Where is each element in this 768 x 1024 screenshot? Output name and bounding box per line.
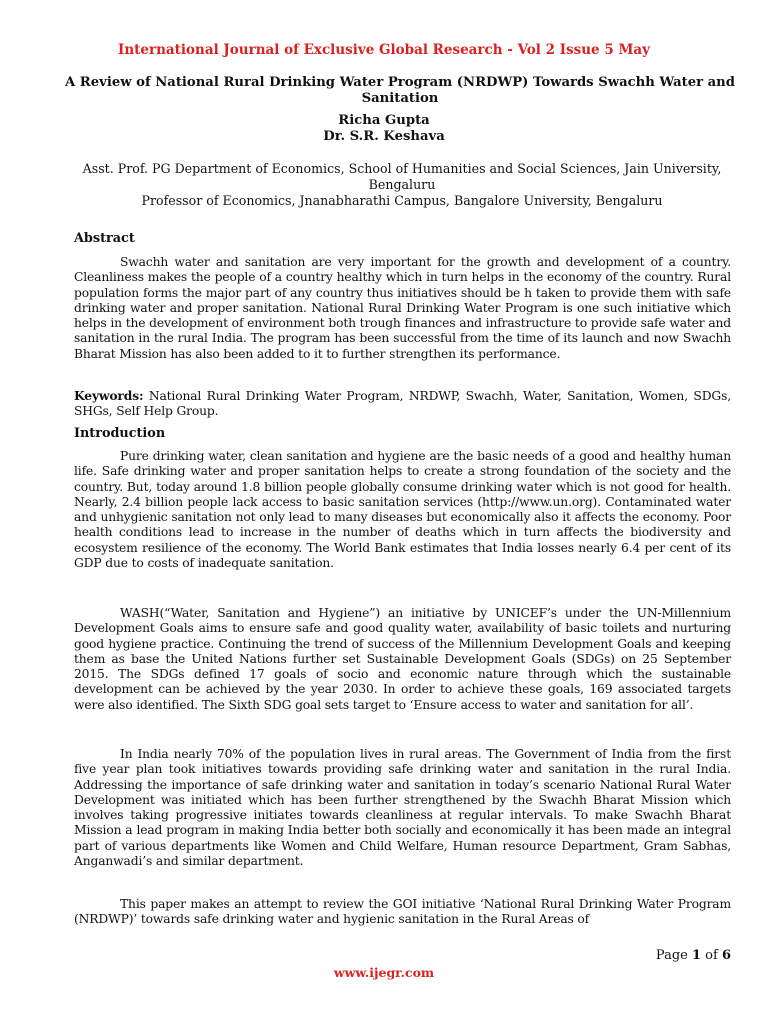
intro-paragraph-3: In India nearly 70% of the population lives in rural areas. The Government of India from the first five year plan took initiatives towards providing safe drinking water and sanitation in the rural India. Addressing the importance of safe drinking water and sanitation in today’s scenario National Rural Water Development was initiated which has been further strengthened by the Swachh Bharat Mission which involves taking progressive initiates towards cleanliness at regular intervals. To make Swachh Bharat Mission a lead program in making India better both socially and economically it has been made an integral part of various departments like Women and Child Welfare, Human resource Department, Gram Sabhas, Anganwadi’s and similar department. (74, 747, 731, 869)
keywords-label: Keywords: (74, 388, 144, 403)
page-number (656, 948, 731, 963)
journal-url-link[interactable]: www.ijegr.com (333, 965, 435, 980)
affiliation-2: Professor of Economics, Jnanabharathi Campus, Bangalore University, Bengaluru (141, 193, 663, 208)
introduction-heading: Introduction (74, 426, 166, 441)
affiliation-1: Asst. Prof. PG Department of Economics, School of Humanities and Social Sciences, Jain University, Bengaluru (82, 161, 722, 192)
author-2: Dr. S.R. Keshava (323, 129, 445, 144)
page-current: 1 (691, 948, 702, 963)
paper-title: A Review of National Rural Drinking Water Program (NRDWP) Towards Swachh Water and Sanitation (64, 75, 735, 106)
page-total: 6 (721, 948, 731, 963)
intro-paragraph-1: Pure drinking water, clean sanitation and hygiene are the basic needs of a good and healthy human life. Safe drinking water and proper sanitation helps to create a strong foundation of the society and the country. But, today around 1.8 billion people globally consume drinking water which is not good for health. Nearly, 2.4 billion people lack access to basic sanitation services (http://www.un.org). Contaminated water and unhygienic sanitation not only lead to many diseases but economically also it affects the economy. Poor health conditions lead to increase in the number of deaths which in turn affects the biodiversity and ecosystem resilience of the economy. The World Bank estimates that India losses nearly 6.4 per cent of its GDP due to costs of inadequate sanitation. (74, 449, 731, 571)
abstract-heading: Abstract (74, 231, 135, 246)
author-1: Richa Gupta (338, 113, 430, 128)
abstract-text: Swachh water and sanitation are very important for the growth and development of a country. Cleanliness makes the people of a country healthy which in turn helps in the economy of the country. Rural population forms the major part of any country thus initiatives should be h taken to provide them with safe drinking water and proper sanitation. National Rural Drinking Water Program is one such initiative which helps in the development of environment both trough finances and infrastructure to provide safe water and sanitation in the rural India. The program has been successful from the time of its launch and now Swachh Bharat Mission has also been added to it to further strengthen its performance. (74, 255, 731, 361)
page-word: Page (655, 948, 688, 963)
keywords-text: National Rural Drinking Water Program, NRDWP, Swachh, Water, Sanitation, Women, SDGs, SHGs, Self Help Group. (74, 389, 731, 419)
intro-paragraph-4: This paper makes an attempt to review the GOI initiative ‘National Rural Drinking Water Program (NRDWP)’ towards safe drinking water and hygienic sanitation in the Rural Areas of (74, 897, 731, 927)
keywords (74, 388, 731, 420)
page-of: of (705, 948, 718, 963)
intro-paragraph-2: WASH(“Water, Sanitation and Hygiene”) an initiative by UNICEF’s under the UN-Millennium Development Goals aims to ensure safe and good quality water, availability of basic toilets and nurturing good hygiene practice. Continuing the trend of success of the Millennium Development Goals and keeping them as base the United Nations further set Sustainable Development Goals (SDGs) on 25 September 2015. The SDGs defined 17 goals of socio and economic nature through which the sustainable development can be achieved by the year 2030. In order to achieve these goals, 169 associated targets were also identified. The Sixth SDG goal sets target to ‘Ensure access to water and sanitation for all’. (74, 606, 731, 712)
journal-header: International Journal of Exclusive Global Research - Vol 2 Issue 5 May (118, 42, 650, 58)
